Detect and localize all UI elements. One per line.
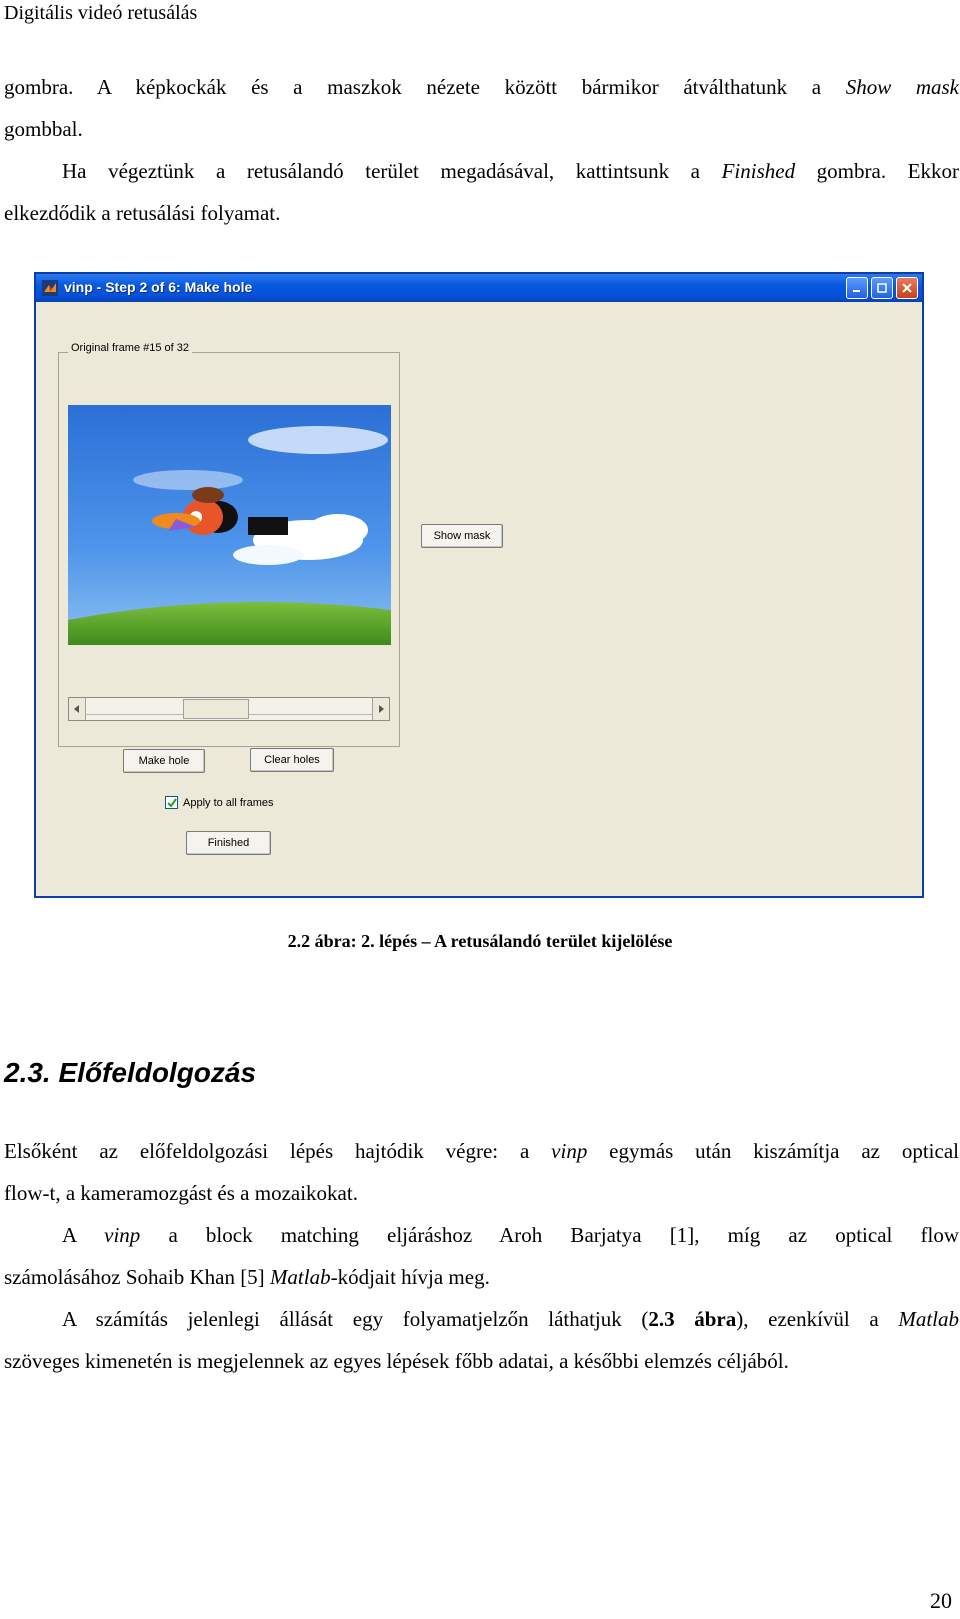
- minimize-icon: [852, 283, 862, 293]
- intro-line-2: gombbal.: [4, 117, 83, 141]
- make-hole-button[interactable]: Make hole: [123, 749, 205, 773]
- body-p1-line2: flow-t, a kameramozgást és a mozaikokat.: [4, 1181, 358, 1205]
- arrow-right-icon: [378, 705, 384, 713]
- close-button[interactable]: [896, 277, 918, 299]
- apply-all-frames[interactable]: [165, 796, 273, 809]
- vinp-ref: vinp: [104, 1223, 141, 1247]
- body-p2-line1: A vinp a block matching eljáráshoz Aroh Barjatya [1], míg az optical flow: [62, 1223, 959, 1247]
- figure-caption: 2.2 ábra: 2. lépés – A retusálandó terület kijelölése: [287, 931, 673, 951]
- checkmark-icon: [167, 798, 177, 808]
- frame-group-label: Original frame #15 of 32: [68, 342, 192, 354]
- matlab-logo-icon: [42, 280, 58, 296]
- body-p2-line2: számolásához Sohaib Khan [5] Matlab-kódjait hívja meg.: [4, 1265, 490, 1289]
- apply-all-label: Apply to all frames: [183, 796, 274, 809]
- vinp-window: [34, 272, 924, 898]
- show-mask-ref: Show mask: [845, 75, 959, 99]
- running-header: Digitális videó retusálás: [4, 2, 198, 24]
- matlab-ref: Matlab: [269, 1265, 331, 1289]
- window-title: vinp - Step 2 of 6: Make hole: [64, 279, 253, 295]
- apply-all-checkbox[interactable]: [165, 796, 178, 809]
- figure-ref: 2.3 ábra: [648, 1307, 737, 1331]
- window-titlebar[interactable]: [36, 274, 922, 302]
- show-mask-button[interactable]: Show mask: [421, 524, 503, 548]
- slider-left-button[interactable]: [69, 698, 86, 720]
- intro-line-3: Ha végeztünk a retusálandó terület megadásával, kattintsunk a Finished gombra. Ekkor: [62, 159, 959, 183]
- clear-holes-button[interactable]: Clear holes: [250, 748, 334, 772]
- body-p3-line2: szöveges kimenetén is megjelennek az egyes lépések főbb adatai, a későbbi elemzés céljából.: [4, 1349, 789, 1373]
- body-p1-line1: Elsőként az előfeldolgozási lépés hajtódik végre: a vinp egymás után kiszámítja az optical: [4, 1139, 959, 1163]
- minimize-button[interactable]: [846, 277, 868, 299]
- body-p3-line1: A számítás jelenlegi állását egy folyamatjelzőn láthatjuk (2.3 ábra), ezenkívül a Matlab: [62, 1307, 959, 1331]
- video-frame-image: [68, 405, 391, 645]
- close-icon: [902, 283, 912, 293]
- finished-button[interactable]: Finished: [186, 831, 271, 855]
- matlab-ref: Matlab: [898, 1307, 959, 1331]
- vinp-ref: vinp: [551, 1139, 588, 1163]
- frame-slider[interactable]: [68, 697, 390, 721]
- intro-line-4: elkezdődik a retusálási folyamat.: [4, 201, 281, 225]
- arrow-left-icon: [74, 705, 80, 713]
- slider-thumb[interactable]: [183, 699, 249, 719]
- maximize-button[interactable]: [871, 277, 893, 299]
- intro-line-1: gombra. A képkockák és a maszkok nézete között bármikor átválthatunk a Show mask: [4, 75, 959, 99]
- page-number: 20: [930, 1588, 952, 1613]
- maximize-icon: [877, 283, 887, 293]
- slider-right-button[interactable]: [372, 698, 389, 720]
- finished-ref: Finished: [721, 159, 796, 183]
- section-heading: 2.3. Előfeldolgozás: [4, 1057, 257, 1088]
